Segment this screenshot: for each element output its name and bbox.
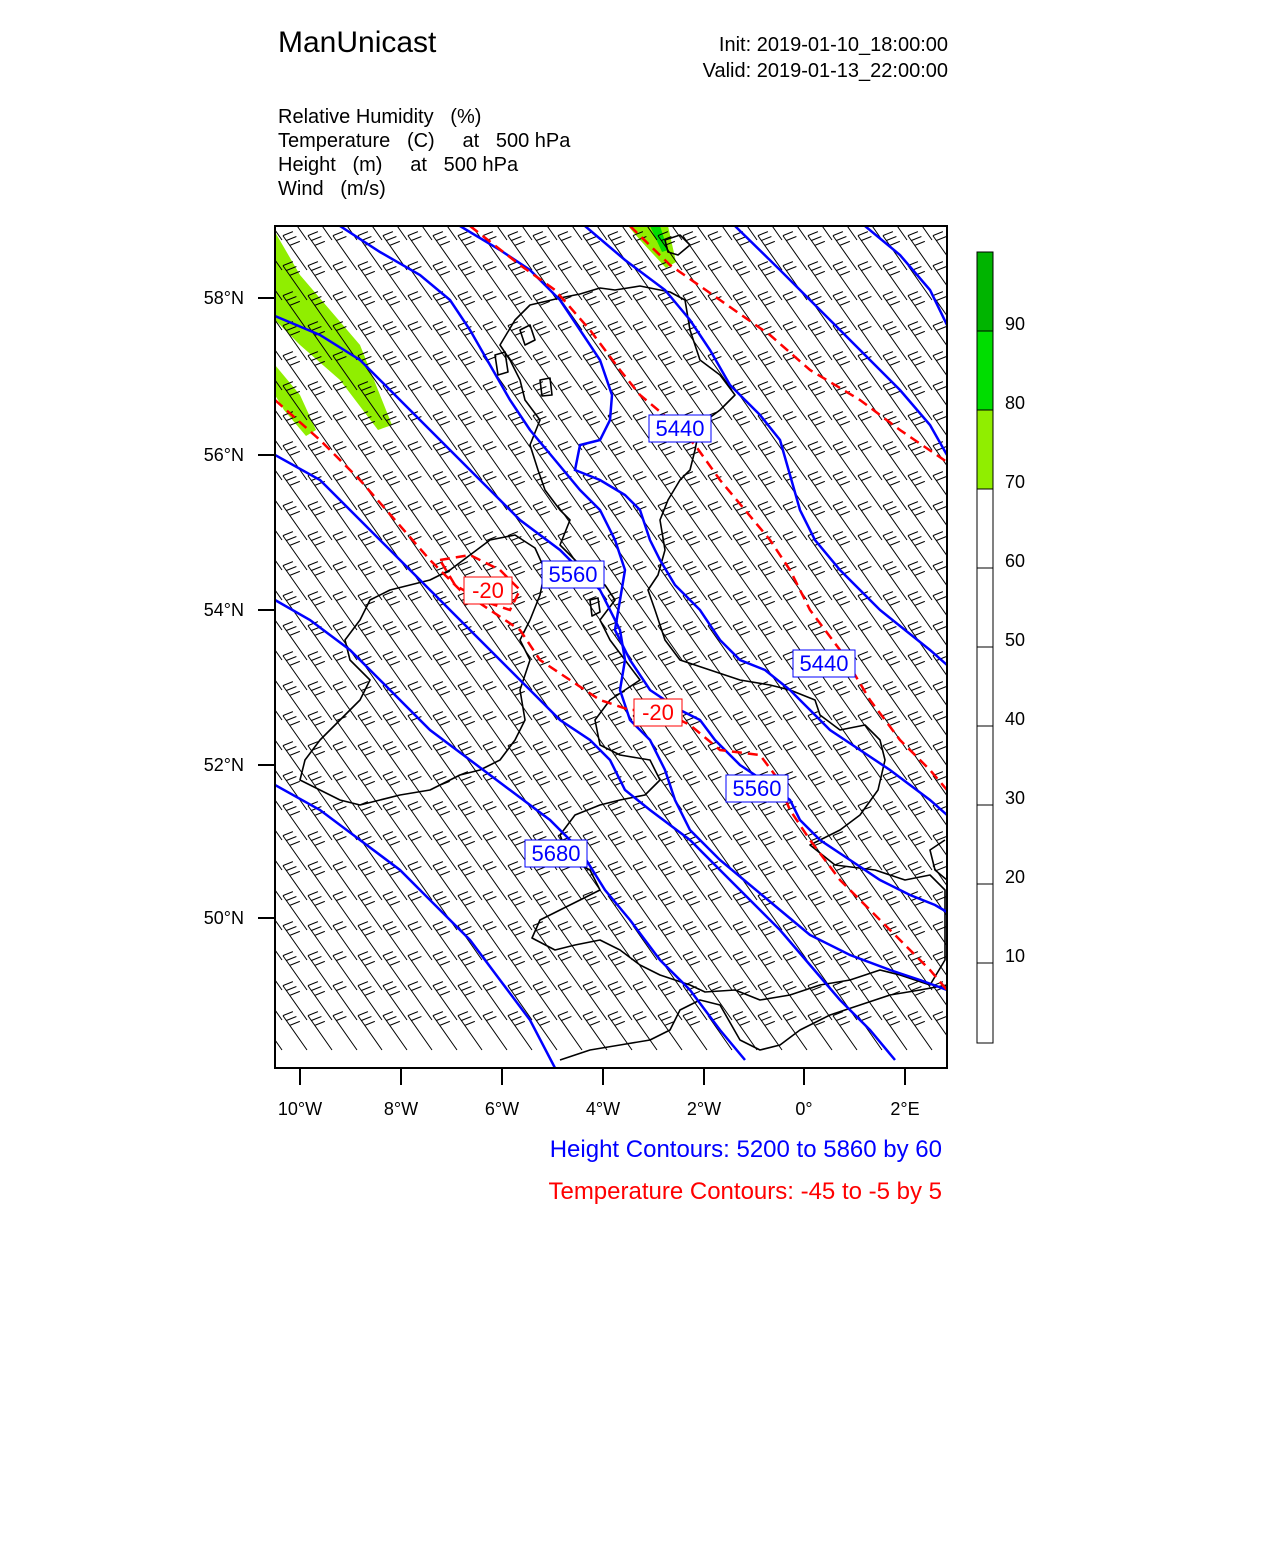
lon-tick-label: 4°W	[585, 1099, 621, 1119]
lat-tick-label: 56°N	[203, 445, 244, 465]
colorbar-label: 70	[1005, 472, 1026, 492]
temperature-label: -20	[642, 700, 674, 725]
colorbar-cell-20-30	[977, 805, 993, 884]
temperature-contour-20	[275, 400, 947, 990]
colorbar-cell-80-90	[977, 331, 993, 410]
lat-tick-label: 52°N	[203, 755, 244, 775]
valid-time: Valid: 2019-01-13_22:00:00	[702, 60, 948, 82]
rh-band-west-small	[275, 365, 316, 436]
height-label: 5440	[799, 651, 849, 676]
colorbar-label: 50	[1005, 630, 1026, 650]
height-label: 5560	[732, 776, 782, 801]
colorbar-cell-0-10	[977, 963, 993, 1043]
lat-tick-label: 58°N	[203, 288, 244, 308]
wind-barbs	[258, 202, 957, 1050]
rh-shading	[275, 226, 676, 436]
height-label: 5440	[655, 416, 705, 441]
map-frame	[275, 226, 947, 1068]
rh-colorbar	[977, 252, 993, 1043]
lon-tick-label: 0°	[795, 1099, 813, 1119]
height-contour-legend: Height Contours: 5200 to 5860 by 60	[549, 1136, 942, 1163]
latitude-axis	[258, 298, 275, 918]
height-label: 5680	[531, 841, 581, 866]
lat-tick-label: 54°N	[203, 600, 244, 620]
colorbar-cell-50-60	[977, 568, 993, 647]
height-contours	[275, 226, 947, 1068]
colorbar-cell-40-50	[977, 647, 993, 726]
field-height: Height (m) at 500 hPa	[278, 154, 519, 176]
colorbar-label: 90	[1005, 314, 1026, 334]
app-title: ManUnicast	[278, 26, 437, 59]
colorbar-cell-60-70	[977, 489, 993, 568]
coast-france	[560, 985, 947, 1060]
init-time: Init: 2019-01-10_18:00:00	[718, 34, 948, 56]
temperature-contour-legend: Temperature Contours: -45 to -5 by 5	[548, 1178, 942, 1205]
height-contour-5380	[735, 226, 947, 455]
colorbar-label: 30	[1005, 788, 1026, 808]
colorbar-label: 40	[1005, 709, 1026, 729]
lon-tick-label: 8°W	[383, 1099, 419, 1119]
lat-tick-label: 50°N	[203, 908, 244, 928]
height-contour-5320	[865, 226, 947, 325]
temperature-contour-labels	[464, 577, 682, 726]
colorbar-cell-30-40	[977, 726, 993, 805]
lon-tick-label: 6°W	[484, 1099, 520, 1119]
colorbar-label: 60	[1005, 551, 1026, 571]
field-relative-humidity: Relative Humidity (%)	[278, 106, 482, 128]
field-temperature: Temperature (C) at 500 hPa	[278, 130, 571, 152]
colorbar-cell-70-80	[977, 410, 993, 489]
height-label: 5560	[548, 562, 598, 587]
lon-tick-label: 2°W	[686, 1099, 722, 1119]
colorbar-label: 20	[1005, 867, 1026, 887]
colorbar-cell-90-100	[977, 252, 993, 331]
lon-tick-label: 10°W	[277, 1099, 323, 1119]
temperature-label: -20	[472, 578, 504, 603]
wind-barb-field	[258, 202, 957, 1050]
longitude-axis	[300, 1068, 905, 1085]
colorbar-label: 80	[1005, 393, 1026, 413]
lon-tick-label: 2°E	[890, 1099, 920, 1119]
colorbar-label: 10	[1005, 946, 1026, 966]
temperature-contours	[275, 226, 947, 990]
field-wind: Wind (m/s)	[278, 178, 386, 200]
colorbar-cell-10-20	[977, 884, 993, 963]
